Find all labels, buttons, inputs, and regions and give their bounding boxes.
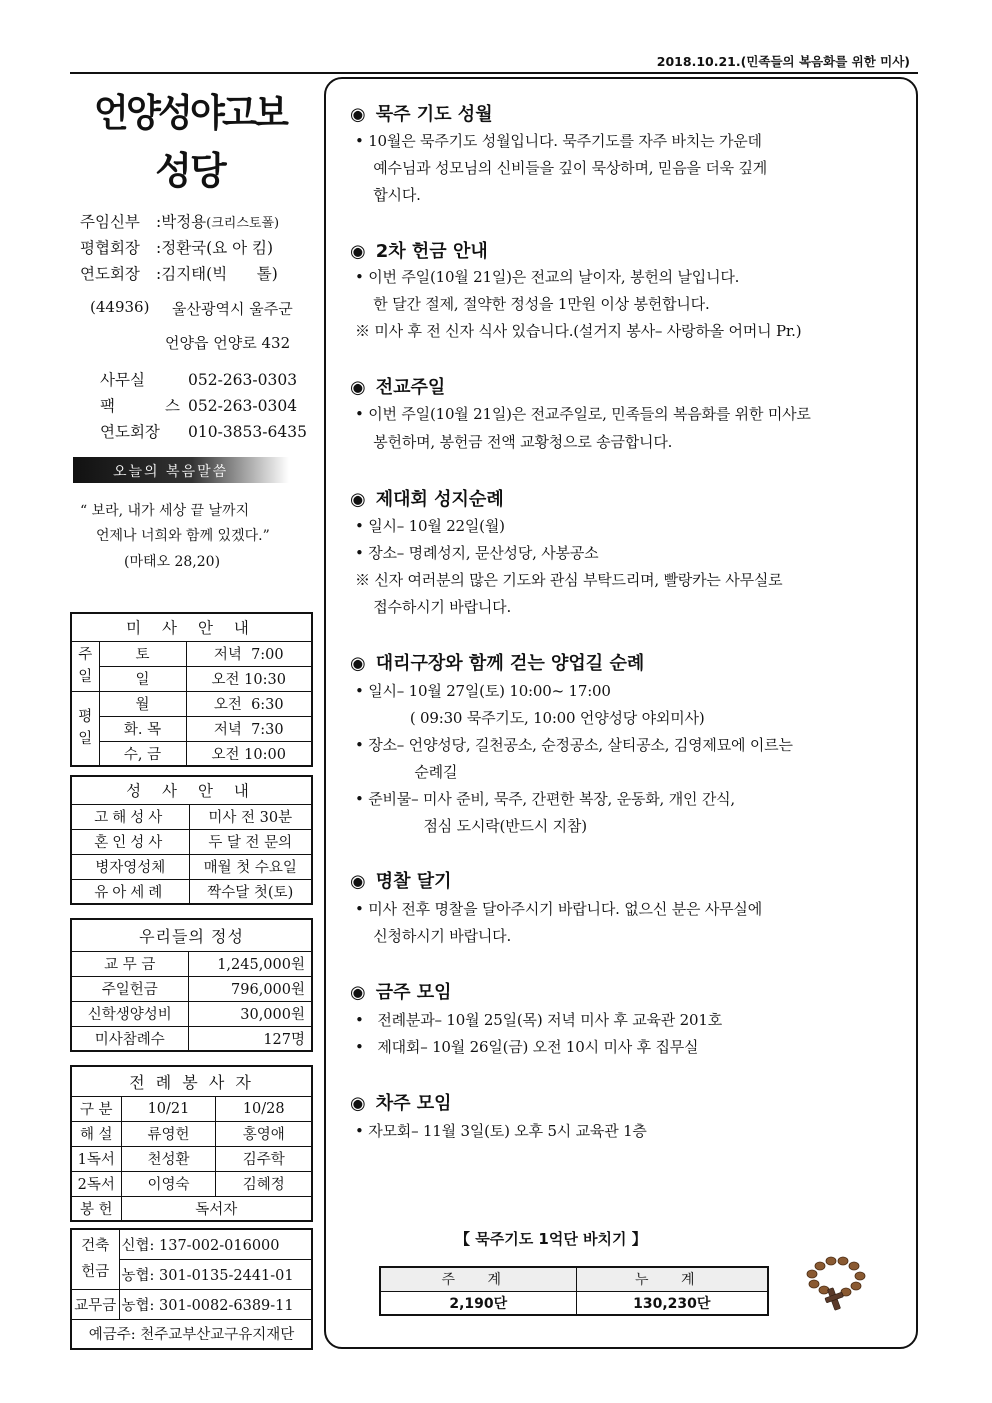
staff-role: 주임신부 — [80, 213, 140, 231]
mass-time: 오전 10:30 — [186, 666, 312, 691]
gospel-line: “ 보라, 내가 세상 끝 날까지 — [80, 503, 250, 519]
ministers-col-header: 10/21 — [121, 1096, 216, 1121]
issue-date: 2018.10.21.(민족들의 복음화를 위한 미사) — [656, 54, 910, 69]
staff-name: :정환국(요 아 킴) — [156, 239, 274, 257]
ministers-title: 전 례 봉 사 자 — [71, 1066, 312, 1096]
mass-time: 오전 10:00 — [186, 741, 312, 766]
minister-role: 해 설 — [71, 1121, 121, 1146]
address-line1: 울산광역시 울주군 — [172, 300, 293, 318]
mass-day: 토 — [99, 641, 186, 666]
section-line: 한 달간 절제, 절약한 정성을 1만원 이상 봉헌합니다. — [355, 295, 710, 313]
contact-number: 052-263-0304 — [188, 397, 298, 415]
rosary-campaign-title: 【 묵주기도 1억단 바치기 】 — [455, 1230, 647, 1248]
section-title: ◉ 대리구장와 함께 걷는 양업길 순례 — [350, 653, 645, 674]
ministers-col-header: 10/28 — [216, 1096, 312, 1121]
staff-role: 평협회장 — [80, 239, 140, 257]
header-rule — [70, 72, 918, 74]
target-bullet-icon: ◉ — [350, 241, 366, 262]
section-line: 신청하시기 바랍니다. — [355, 927, 512, 945]
target-bullet-icon: ◉ — [350, 377, 366, 398]
minister-name: 천성환 — [121, 1146, 216, 1171]
target-bullet-icon: ◉ — [350, 104, 366, 125]
contact-label: 연도회장 — [100, 423, 160, 441]
staff-requiem-president — [80, 262, 320, 284]
minister-name: 류영헌 — [121, 1121, 216, 1146]
section-line: • 전례분과– 10월 25일(목) 저녁 미사 후 교육관 201호 — [355, 1011, 722, 1029]
staff-name: :김지태(빅 톨) — [156, 265, 278, 283]
section-title: ◉ 금주 모임 — [350, 982, 452, 1003]
minister-name: 독서자 — [121, 1196, 312, 1221]
address-line2: 언양읍 언양로 432 — [165, 334, 291, 352]
offering-name: 교 무 금 — [71, 951, 188, 976]
offering-name: 미사참례수 — [71, 1026, 188, 1051]
section-line: • 미사 전후 명찰을 달아주시기 바랍니다. 없으신 분은 사무실에 — [355, 900, 763, 918]
sacrament-info: 두 달 전 문의 — [189, 829, 312, 854]
section-line: • 제대회– 10월 26일(금) 오전 10시 미사 후 집무실 — [355, 1038, 699, 1056]
contact-office — [100, 368, 297, 390]
rosary-count-table — [379, 1266, 769, 1316]
section-line: • 일시– 10월 27일(토) 10:00~ 17:00 — [355, 682, 611, 700]
section-line: • 이번 주일(10월 21일)은 전교주일로, 민족들의 복음화를 위한 미사로 — [355, 405, 811, 423]
gospel-line: 언제나 너희와 함께 있겠다.” — [96, 528, 270, 544]
rosary-total-header: 누 계 — [576, 1267, 768, 1291]
section-line: • 준비물– 미사 준비, 묵주, 간편한 복장, 운동화, 개인 간식, — [355, 790, 735, 808]
offering-value: 796,000원 — [188, 976, 312, 1001]
rosary-total-value: 130,230단 — [576, 1291, 768, 1315]
staff-name: :박정용 — [156, 213, 207, 231]
staff-name-extra: (크리스토폴) — [206, 216, 280, 231]
offerings-title: 우리들의 정성 — [71, 919, 312, 951]
contact-number: 052-263-0303 — [188, 371, 298, 389]
minister-role: 2독서 — [71, 1171, 121, 1196]
weekday-label: 평일 — [71, 691, 99, 766]
section-line: • 장소– 명례성지, 문산성당, 사봉공소 — [355, 544, 599, 562]
staff-pastor — [80, 210, 320, 232]
section-title: ◉ 제대회 성지순례 — [350, 489, 504, 510]
section-title: ◉ 2차 헌금 안내 — [350, 241, 488, 262]
target-bullet-icon: ◉ — [350, 1093, 366, 1114]
mass-day: 월 — [99, 691, 186, 716]
rosary-week-value: 2,190단 — [380, 1291, 576, 1315]
section-line: ( 09:30 묵주기도, 10:00 언양성당 야외미사) — [355, 709, 705, 727]
section-line: 봉헌하며, 봉헌금 전액 교황청으로 송금합니다. — [355, 433, 673, 451]
contact-requiem — [100, 420, 307, 442]
section-line: 예수님과 성모님의 신비들을 깊이 묵상하며, 믿음을 더욱 깊게 — [355, 159, 768, 177]
mass-time: 오전 6:30 — [186, 691, 312, 716]
target-bullet-icon: ◉ — [350, 489, 366, 510]
contact-label: 팩 스 — [100, 397, 180, 415]
sacrament-info: 짝수달 첫(토) — [189, 879, 312, 904]
section-title: ◉ 명찰 달기 — [350, 871, 452, 892]
staff-role: 연도회장 — [80, 265, 140, 283]
parish-name-suffix: 성당 — [155, 149, 225, 193]
section-line: 접수하시기 바랍니다. — [355, 598, 512, 616]
offering-value: 127명 — [188, 1026, 312, 1051]
contact-label: 사무실 — [100, 371, 145, 389]
tithe-label: 교무금 — [71, 1289, 119, 1319]
minister-role: 봉 헌 — [71, 1196, 121, 1221]
offerings-table — [70, 918, 313, 1052]
minister-name: 김혜정 — [216, 1171, 312, 1196]
mass-schedule-title: 미 사 안 내 — [71, 613, 312, 641]
offering-name: 주일헌금 — [71, 976, 188, 1001]
target-bullet-icon: ◉ — [350, 982, 366, 1003]
sacrament-name: 혼인성사 — [71, 829, 189, 854]
staff-council-president — [80, 236, 320, 258]
parish-name: 언양성야고보 — [93, 91, 287, 135]
ministers-col-header: 구 분 — [71, 1096, 121, 1121]
section-line: • 일시– 10월 22일(월) — [355, 517, 505, 535]
rosary-beads-icon — [800, 1252, 872, 1314]
sacrament-name: 고해성사 — [71, 804, 189, 829]
minister-name: 김주학 — [216, 1146, 312, 1171]
contact-fax — [100, 394, 297, 416]
section-line: • 장소– 언양성당, 길천공소, 순정공소, 살티공소, 김영제묘에 이르는 — [355, 736, 793, 754]
sunday-label: 주일 — [71, 641, 99, 691]
sacraments-table — [70, 775, 313, 905]
section-line: ※ 미사 후 전 신자 식사 있습니다.(설거지 봉사– 사랑하올 어머니 Pr.) — [355, 322, 802, 340]
mass-day: 화. 목 — [99, 716, 186, 741]
section-line: • 10월은 묵주기도 성월입니다. 묵주기도를 자주 바치는 가운데 — [355, 132, 762, 150]
section-title: ◉ 묵주 기도 성월 — [350, 104, 493, 125]
building-fund-label: 건축헌금 — [71, 1229, 119, 1289]
sacraments-title: 성 사 안 내 — [71, 776, 312, 804]
mass-day: 일 — [99, 666, 186, 691]
minister-role: 1독서 — [71, 1146, 121, 1171]
mass-time: 저녁 7:30 — [186, 716, 312, 741]
section-line: • 자모회– 11월 3일(토) 오후 5시 교육관 1층 — [355, 1122, 647, 1140]
section-line: 순례길 — [355, 763, 458, 781]
offering-value: 30,000원 — [188, 1001, 312, 1026]
sacrament-info: 매월 첫 수요일 — [189, 854, 312, 879]
offering-value: 1,245,000원 — [188, 951, 312, 976]
target-bullet-icon: ◉ — [350, 871, 366, 892]
ministers-table — [70, 1065, 313, 1222]
section-line: ※ 신자 여러분의 많은 기도와 관심 부탁드리며, 빨랑카는 사무실로 — [355, 571, 783, 589]
gospel-reference: (마태오 28,20) — [124, 554, 221, 570]
section-line: • 이번 주일(10월 21일)은 전교의 날이자, 봉헌의 날입니다. — [355, 268, 740, 286]
accounts-table — [70, 1228, 313, 1350]
sacrament-info: 미사 전 30분 — [189, 804, 312, 829]
sacrament-name: 병자영성체 — [71, 854, 189, 879]
rosary-week-header: 주 계 — [380, 1267, 576, 1291]
contact-number: 010-3853-6435 — [188, 423, 307, 441]
section-line: 합시다. — [355, 186, 421, 204]
target-bullet-icon: ◉ — [350, 653, 366, 674]
mass-day: 수, 금 — [99, 741, 186, 766]
mass-schedule-table — [70, 612, 313, 767]
building-account: 농협: 301-0135-2441-01 — [119, 1259, 312, 1289]
sacrament-name: 유아세례 — [71, 879, 189, 904]
address-zip: (44936) — [90, 298, 150, 316]
account-holder: 예금주: 천주교부산교구유지재단 — [71, 1319, 312, 1349]
section-title: ◉ 차주 모임 — [350, 1093, 452, 1114]
tithe-account: 농협: 301-0082-6389-11 — [119, 1289, 312, 1319]
minister-name: 이영숙 — [121, 1171, 216, 1196]
offering-name: 신학생양성비 — [71, 1001, 188, 1026]
section-line: 점심 도시락(반드시 지참) — [355, 817, 587, 835]
section-title: ◉ 전교주일 — [350, 377, 446, 398]
building-account: 신협: 137-002-016000 — [119, 1229, 312, 1259]
mass-time: 저녁 7:00 — [186, 641, 312, 666]
minister-name: 홍영애 — [216, 1121, 312, 1146]
gospel-heading: 오늘의 복음말씀 — [73, 457, 289, 483]
